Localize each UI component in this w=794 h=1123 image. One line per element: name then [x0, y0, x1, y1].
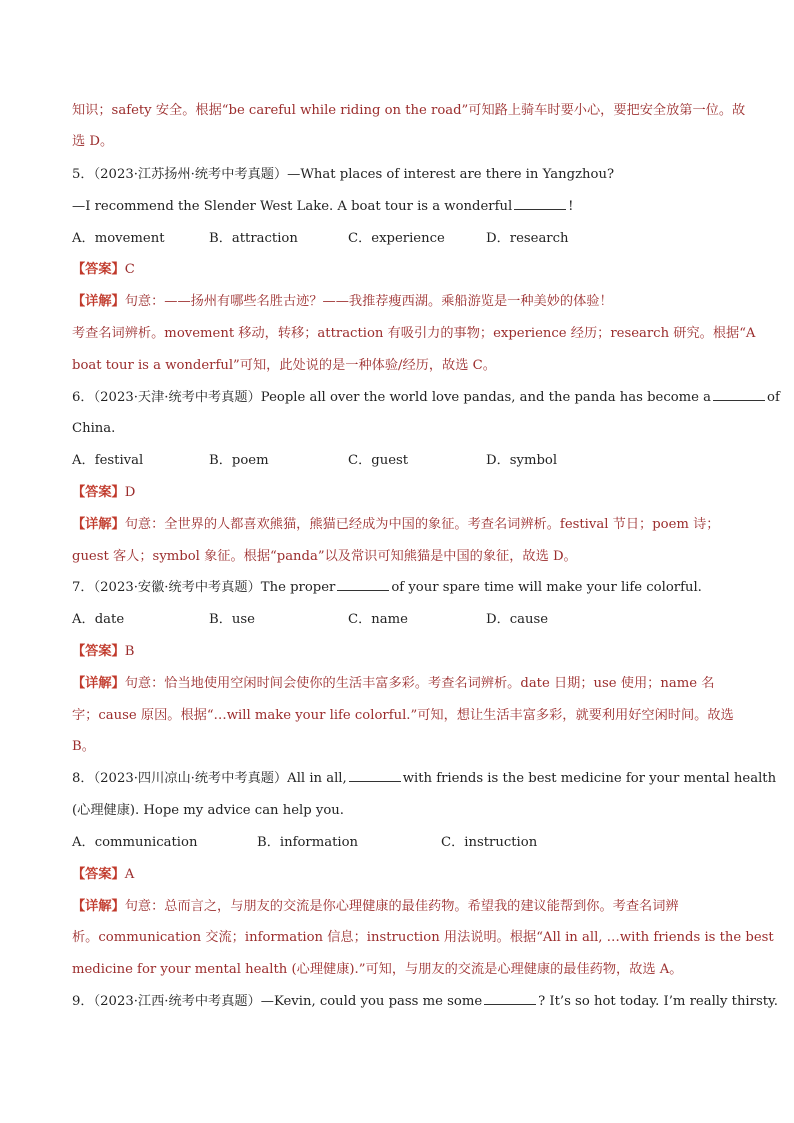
q6-answer — [72, 484, 732, 502]
q5-detail-line-1 — [72, 293, 732, 311]
q7-detail-line-1 — [72, 675, 732, 693]
q8-option-a: A．communication — [72, 835, 198, 850]
q6-option-d: D．symbol — [486, 453, 558, 468]
q8-stem-line-2: (心理健康). Hope my advice can help you. — [72, 803, 344, 818]
q8-detail-text: 句意：总而言之，与朋友的交流是你心理健康的最佳药物。希望我的建议能帮到你。考查名词辨 — [124, 899, 679, 914]
q8-detail-line-1 — [72, 898, 732, 916]
q5-stem-line-1: 5．（2023·江苏扬州·统考中考真题）—What places of interest are there in Yangzhou? — [72, 167, 615, 182]
q8-stem-line-1 — [72, 770, 777, 788]
q7-stem-line-1 — [72, 579, 732, 597]
q9-stem-line-1 — [72, 993, 778, 1011]
answer-label: 【答案】 — [72, 485, 125, 500]
detail-label: 【详解】 — [72, 676, 125, 691]
q7-answer-value: B — [124, 644, 135, 659]
q7-blank — [337, 579, 389, 591]
q8-answer — [72, 866, 732, 884]
q6-stem-line-1 — [72, 389, 780, 407]
q7-stem-end: of your spare time will make your life colorful. — [391, 580, 702, 595]
q7-detail-line-3: B。 — [72, 739, 95, 754]
q6-stem-end: of — [767, 390, 780, 405]
q6-answer-value: D — [124, 485, 136, 500]
q5-stem-end: ! — [568, 199, 574, 214]
q5-option-b: B．attraction — [209, 231, 298, 246]
q5-detail-line-3: boat tour is a wonderful”可知，此处说的是一种体验/经历，故选 C。 — [72, 358, 496, 373]
q5-answer — [72, 261, 732, 279]
q5-detail-text: 句意：——扬州有哪些名胜古迹？——我推荐瘦西湖。乘船游览是一种美妙的体验！ — [124, 294, 613, 309]
q6-option-c: C．guest — [348, 453, 409, 468]
q6-detail-line-1 — [72, 516, 732, 534]
q5-option-c: C．experience — [348, 231, 445, 246]
q5-detail-line-2: 考查名词辨析。movement 移动，转移；attraction 有吸引力的事物；experience 经历；research 研究。根据“A — [72, 326, 756, 341]
q8-blank — [349, 770, 401, 782]
q7-option-b: B．use — [209, 612, 255, 627]
q5-blank — [514, 198, 566, 210]
q5-stem-line-2 — [72, 198, 732, 216]
q5-option-d: D．research — [486, 231, 569, 246]
answer-label: 【答案】 — [72, 644, 125, 659]
q6-detail-line-2: guest 客人；symbol 象征。根据“panda”以及常识可知熊猫是中国的象征，故选 D。 — [72, 549, 577, 564]
q5-answer-value: C — [124, 262, 135, 277]
q6-stem-line-2: China. — [72, 421, 116, 436]
q7-answer — [72, 643, 732, 661]
answer-label: 【答案】 — [72, 867, 125, 882]
q8-stem-text: 8．（2023·四川凉山·统考中考真题）All in all, — [72, 771, 347, 786]
q8-stem-end: with friends is the best medicine for your mental health — [402, 771, 777, 786]
q8-option-b: B．information — [257, 835, 359, 850]
q7-detail-line-2: 字；cause 原因。根据“…will make your life colorful.”可知，想让生活丰富多彩，就要利用好空闲时间。故选 — [72, 708, 734, 723]
q7-stem-text: 7．（2023·安徽·统考中考真题）The proper — [72, 580, 336, 595]
q6-blank — [713, 389, 765, 401]
q5-option-a: A．movement — [72, 231, 165, 246]
q4-detail-line-2: 选 D。 — [72, 134, 114, 149]
q8-detail-line-2: 析。communication 交流；information 信息；instruction 用法说明。根据“All in all, …with friends is the best — [72, 930, 774, 945]
q4-detail-line-1: 知识；safety 安全。根据“be careful while riding on the road”可知路上骑车时要小心，要把安全放第一位。故 — [72, 103, 746, 118]
q8-answer-value: A — [124, 867, 135, 882]
q9-blank — [484, 993, 536, 1005]
detail-label: 【详解】 — [72, 899, 125, 914]
q6-detail-text: 句意：全世界的人都喜欢熊猫，熊猫已经成为中国的象征。考查名词辨析。festival 节日；poem 诗； — [124, 517, 720, 532]
q5-stem-text: —I recommend the Slender West Lake. A boat tour is a wonderful — [72, 199, 513, 214]
q6-stem-text: 6．（2023·天津·统考中考真题）People all over the world love pandas, and the panda has become a — [72, 390, 712, 405]
q9-stem-end: ? It’s so hot today. I’m really thirsty. — [538, 994, 778, 1009]
detail-label: 【详解】 — [72, 517, 125, 532]
answer-label: 【答案】 — [72, 262, 125, 277]
q7-option-c: C．name — [348, 612, 408, 627]
q8-detail-line-3: medicine for your mental health (心理健康).”可知，与朋友的交流是心理健康的最佳药物，故选 A。 — [72, 962, 683, 977]
q7-option-a: A．date — [72, 612, 125, 627]
q7-option-d: D．cause — [486, 612, 549, 627]
q8-option-c: C．instruction — [441, 835, 538, 850]
detail-label: 【详解】 — [72, 294, 125, 309]
q9-stem-text: 9．（2023·江西·统考中考真题）—Kevin, could you pass me some — [72, 994, 483, 1009]
q6-option-b: B．poem — [209, 453, 269, 468]
q7-detail-text: 句意：恰当地使用空闲时间会使你的生活丰富多彩。考查名词辨析。date 日期；use 使用；name 名 — [124, 676, 715, 691]
q6-option-a: A．festival — [72, 453, 144, 468]
